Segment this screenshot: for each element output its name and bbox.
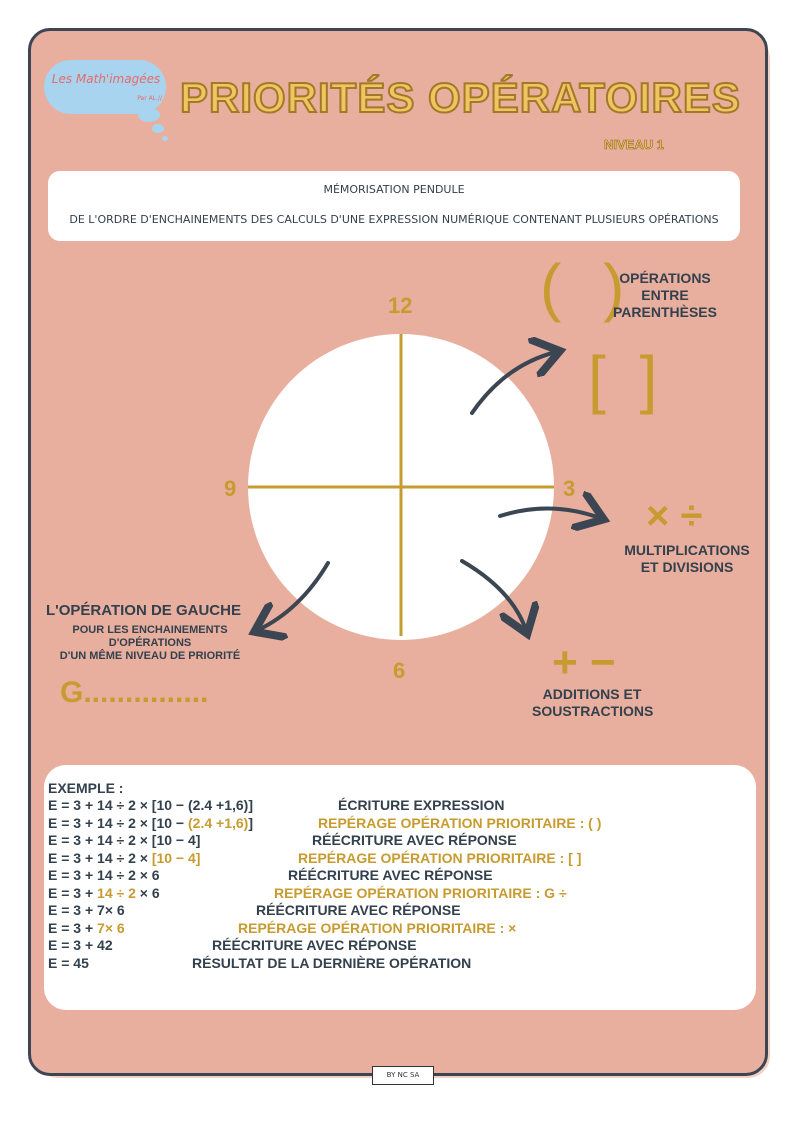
- expression-part: E = 45: [48, 954, 89, 971]
- example-comment: REPÉRAGE OPÉRATION PRIORITAIRE : ( ): [318, 814, 602, 831]
- expression-part: E = 3 +: [48, 919, 98, 936]
- muldiv-label-line: MULTIPLICATIONS: [624, 542, 750, 558]
- brand-author: Par AL.//: [137, 95, 162, 102]
- muldiv-label-line: ET DIVISIONS: [640, 559, 734, 575]
- addsub-label-line: SOUSTRACTIONS: [532, 703, 654, 719]
- expression-part: E = 3 + 42: [48, 937, 113, 953]
- example-comment: RÉÉCRITURE AVEC RÉPONSE: [256, 902, 461, 918]
- left-rule-symbol: G...............: [60, 676, 209, 709]
- left-rule-line: D'UN MÊME NIVEAU DE PRIORITÉ: [59, 650, 241, 662]
- intro-line-1: MÉMORISATION PENDULE: [323, 183, 465, 196]
- example-expression: [48, 955, 89, 971]
- expression-part: E = 3 + 7× 6: [48, 902, 125, 918]
- example-expression: [48, 885, 160, 901]
- example-expression: [48, 937, 113, 953]
- example-expression: [48, 797, 253, 813]
- example-expression: [48, 815, 253, 831]
- expression-part: E = 3 + 14 ÷ 2 × [10 − 4]: [48, 832, 201, 848]
- parentheses-label-line: OPÉRATIONS: [619, 270, 711, 286]
- brackets-symbol: [ ]: [588, 343, 666, 415]
- example-expression: [48, 867, 160, 883]
- parentheses-symbol: ( ): [540, 251, 637, 323]
- expression-highlight: 7× 6: [97, 919, 125, 936]
- parentheses-label: [600, 270, 730, 321]
- parentheses-label-line: ENTRE: [641, 287, 689, 303]
- example-heading: EXEMPLE :: [48, 780, 124, 796]
- addsub-label: [532, 686, 652, 720]
- example-comment: RÉSULTAT DE LA DERNIÈRE OPÉRATION: [192, 954, 472, 971]
- clock-label-9: 9: [224, 476, 237, 501]
- muldiv-symbol: × ÷: [646, 494, 703, 538]
- expression-part: E = 3 + 14 ÷ 2 × 6: [48, 867, 160, 883]
- example-comment: REPÉRAGE OPÉRATION PRIORITAIRE : [ ]: [298, 849, 582, 866]
- parentheses-label-line: PARENTHÈSES: [613, 304, 717, 320]
- addsub-symbol: + −: [552, 638, 616, 687]
- addsub-label-line: ADDITIONS ET: [542, 686, 642, 702]
- example-comment: RÉÉCRITURE AVEC RÉPONSE: [288, 867, 493, 883]
- muldiv-label: [612, 542, 762, 576]
- example-comment: REPÉRAGE OPÉRATION PRIORITAIRE : ×: [238, 919, 517, 936]
- example-comment: RÉÉCRITURE AVEC RÉPONSE: [212, 937, 417, 953]
- left-rule-label: [50, 624, 250, 663]
- example-expression: [48, 920, 125, 936]
- brand-name: Les Math'imagées: [51, 72, 161, 86]
- clock-label-6: 6: [393, 658, 406, 683]
- expression-part: E = 3 + 14 ÷ 2 ×: [48, 849, 152, 866]
- example-expression: [48, 850, 200, 866]
- page-title: PRIORITÉS OPÉRATOIRES: [180, 74, 741, 121]
- intro-line-2: DE L'ORDRE D'ENCHAINEMENTS DES CALCULS D'UNE EXPRESSION NUMÉRIQUE CONTENANT PLUSIEURS OPÉRATIONS: [69, 213, 719, 226]
- expression-highlight: 14 ÷ 2: [97, 884, 136, 901]
- expression-highlight: [10 − 4]: [151, 849, 201, 866]
- clock-label-12: 12: [388, 293, 413, 318]
- example-expression: [48, 832, 200, 848]
- expression-part: E = 3 + 14 ÷ 2 × [10 −: [48, 814, 188, 831]
- example-comment: ÉCRITURE EXPRESSION: [338, 797, 505, 813]
- example-comment: REPÉRAGE OPÉRATION PRIORITAIRE : G ÷: [274, 884, 567, 901]
- left-rule-title: L'OPÉRATION DE GAUCHE: [46, 602, 241, 619]
- left-rule-line: POUR LES ENCHAINEMENTS: [72, 624, 228, 636]
- level-badge: NIVEAU 1: [604, 137, 664, 152]
- expression-part: E = 3 +: [48, 884, 98, 901]
- example-comment: RÉÉCRITURE AVEC RÉPONSE: [312, 832, 517, 848]
- expression-part: ]: [248, 814, 253, 831]
- left-rule-line: D'OPÉRATIONS: [108, 637, 192, 649]
- clock-label-3: 3: [563, 476, 576, 501]
- expression-part: E = 3 + 14 ÷ 2 × [10 − (2.4 +1,6)]: [48, 797, 253, 813]
- expression-part: × 6: [135, 884, 160, 901]
- expression-highlight: (2.4 +1,6): [188, 814, 249, 831]
- example-expression: [48, 902, 125, 918]
- cc-license-badge: BY NC SA: [372, 1066, 434, 1085]
